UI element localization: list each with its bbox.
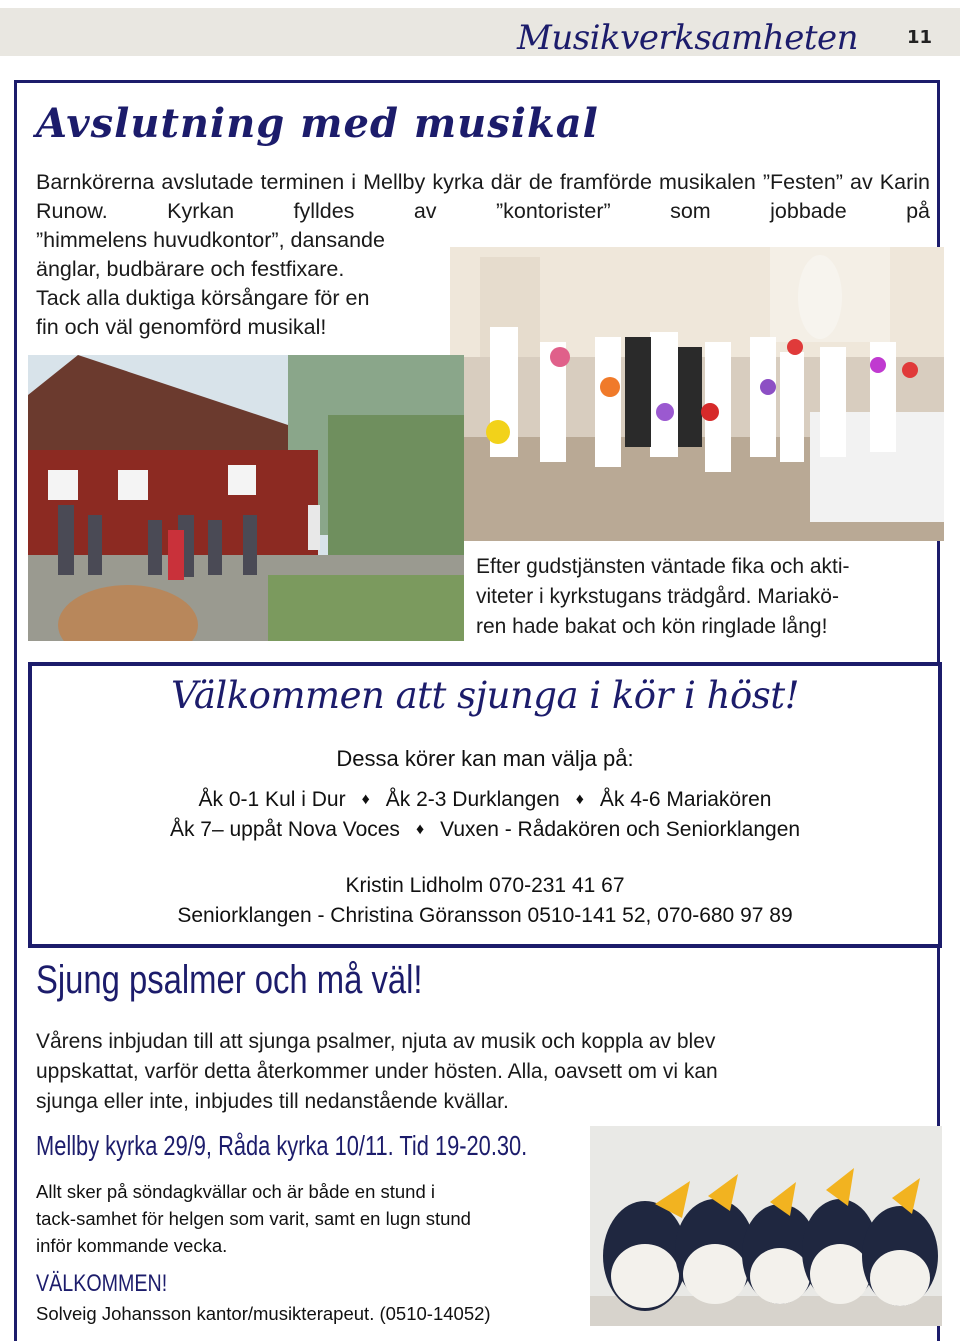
contact-christina: Seniorklangen - Christina Göransson 0510-141 52, 070-680 97 89 bbox=[177, 904, 793, 927]
text-line: ”himmelens huvudkontor”, dansande bbox=[36, 228, 385, 252]
text-line: änglar, budbärare och festfixare. bbox=[36, 257, 345, 281]
welcome-greeting: VÄLKOMMEN! bbox=[36, 1270, 168, 1297]
choir-row-1 bbox=[32, 788, 938, 812]
psalms-info-text bbox=[36, 1178, 576, 1259]
church-choir-illustration bbox=[450, 247, 944, 541]
text-line: uppskattat, varför detta återkommer under hösten. Alla, oavsett om vi kan bbox=[36, 1060, 718, 1083]
garden-illustration bbox=[28, 355, 464, 641]
caption-line: ren hade bakat och kön ringlade lång! bbox=[476, 615, 828, 638]
section-header-title: Musikverksamheten bbox=[517, 18, 858, 58]
signature: Solveig Johansson kantor/musikterapeut. (0510-14052) bbox=[36, 1303, 491, 1324]
text-line: Tack alla duktiga körsångare för en bbox=[36, 286, 370, 310]
psalms-heading: Sjung psalmer och må väl! bbox=[36, 958, 423, 1002]
diamond-icon: ♦ bbox=[361, 791, 370, 808]
choir-option: Vuxen - Rådakören och Seniorklangen bbox=[440, 818, 801, 841]
musical-heading: Avslutning med musikal bbox=[36, 100, 599, 147]
diamond-icon: ♦ bbox=[575, 791, 584, 808]
page-number: 11 bbox=[906, 27, 932, 48]
text-line: Allt sker på söndagkvällar och är både en stund i bbox=[36, 1181, 436, 1202]
choir-row-2 bbox=[32, 818, 938, 842]
caption-line: Efter gudstjänsten väntade fika och akti- bbox=[476, 555, 850, 578]
diamond-icon: ♦ bbox=[415, 821, 425, 838]
swallow-chicks-illustration bbox=[590, 1126, 942, 1326]
text-line: tack-samhet för helgen som varit, samt en lugn stund bbox=[36, 1208, 471, 1229]
psalms-dates: Mellby kyrka 29/9, Råda kyrka 10/11. Tid 19-20.30. bbox=[36, 1130, 528, 1161]
musical-intro-text: Barnkörerna avslutade terminen i Mellby kyrka där de framförde musikalen ”Festen” av Karin Runow. Kyrkan fylldes av ”kontorister” som jobbade på bbox=[36, 170, 930, 223]
contact-kristin: Kristin Lidholm 070-231 41 67 bbox=[345, 874, 625, 897]
musical-intro-continued bbox=[36, 226, 450, 342]
swallow-chicks-photo bbox=[590, 1126, 942, 1326]
header-bar bbox=[0, 8, 960, 56]
text-line: sjunga eller inte, inbjudes till nedanstående kvällar. bbox=[36, 1090, 509, 1113]
text-line: fin och väl genomförd musikal! bbox=[36, 315, 327, 339]
photo-caption bbox=[476, 552, 932, 642]
choir-invitation-heading: Välkommen att sjunga i kör i höst! bbox=[171, 674, 799, 717]
choir-option: Åk 0-1 Kul i Dur bbox=[198, 788, 346, 811]
text-line: inför kommande vecka. bbox=[36, 1235, 228, 1256]
choir-options-heading: Dessa körer kan man välja på: bbox=[336, 746, 634, 771]
choir-option: Åk 4-6 Mariakören bbox=[599, 788, 772, 811]
text-line: Vårens inbjudan till att sjunga psalmer, njuta av musik och koppla av blev bbox=[36, 1030, 716, 1053]
church-choir-photo bbox=[450, 247, 944, 541]
choir-option: Åk 2-3 Durklangen bbox=[385, 788, 560, 811]
choir-invitation-box bbox=[28, 662, 942, 948]
garden-photo bbox=[28, 355, 464, 641]
psalms-intro-text bbox=[36, 1027, 930, 1117]
caption-line: viteter i kyrkstugans trädgård. Mariakö- bbox=[476, 585, 839, 608]
choir-option: Åk 7– uppåt Nova Voces bbox=[169, 818, 400, 841]
